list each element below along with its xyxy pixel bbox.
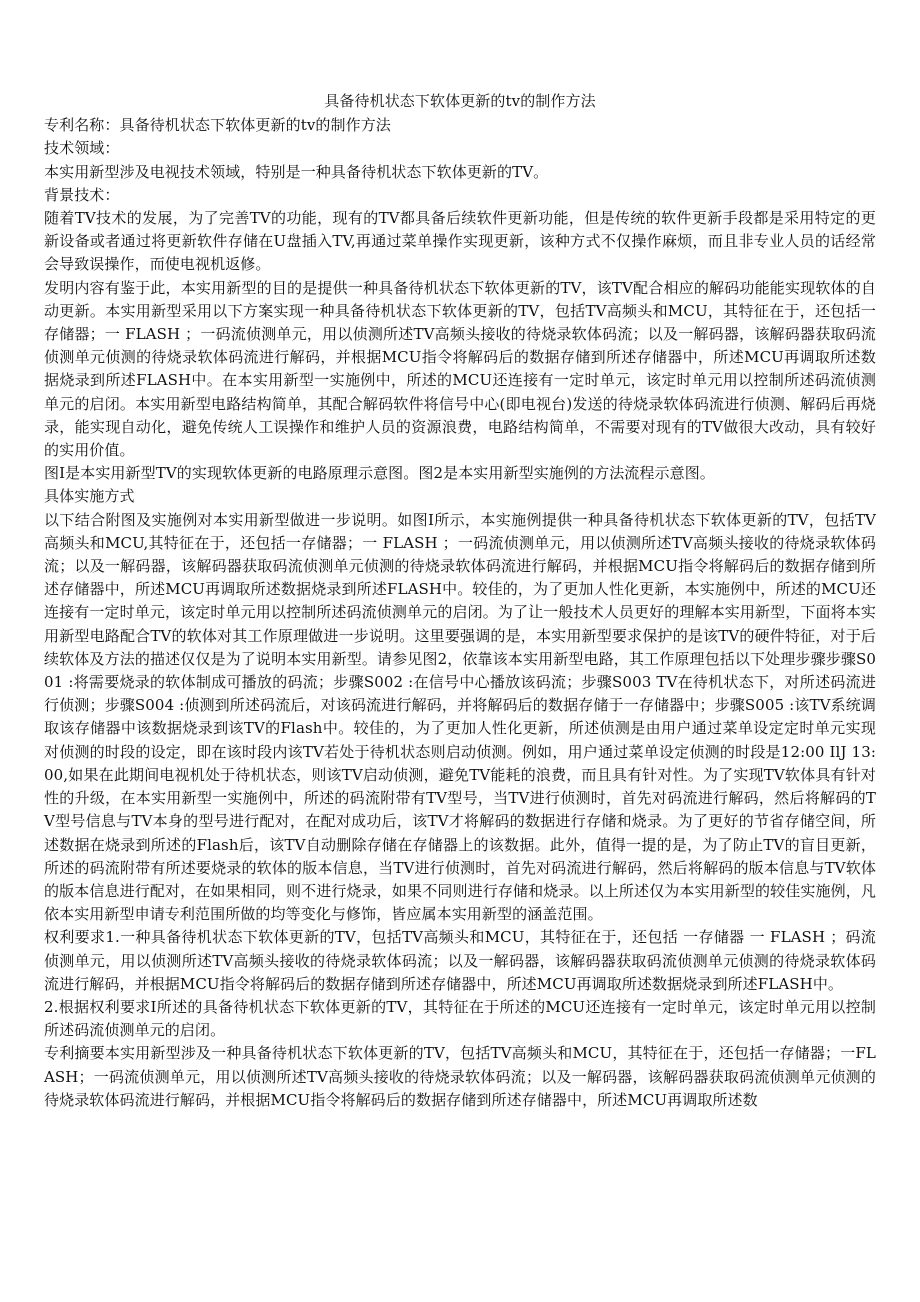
embodiment-heading: 具体实施方式 [44,487,135,506]
invention-content-paragraph: 发明内容有鉴于此，本实用新型的目的是提供一种具备待机状态下软体更新的TV，该TV配合相应的解码功能能实现软体的自动更新。本实用新型采用以下方案实现一种具备待机状态下软体更新的TV，包括TV高频头和MCU，其特征在于，还包括一存储器；一 FLASH ；一码流侦测单元，用以侦测所述TV高频头接收的待烧录软体码流；以及一解码器，该解码器获取码流侦测单元侦测的待烧录软体码流进行解码，并根据MCU指令将解码后的数据存储到所述存储器中，所述MCU再调取所述数据烧录到所述FLASH中。在本实用新型一实施例中，所述的MCU还连接有一定时单元，该定时单元用以控制所述码流侦测单元的启闭。本实用新型电路结构简单，其配合解码软件将信号中心(即电视台)发送的待烧录软体码流进行侦测、解码后再烧录，能实现自动化，避免传统人工误操作和维护人员的资源浪费，电路结构简单，不需要对现有的TV做很大改动，具有较好的实用价值。 [44,278,876,460]
technical-field-heading: 技术领域： [44,139,120,158]
embodiment-paragraph: 以下结合附图及实施例对本实用新型做进一步说明。如图I所示，本实施例提供一种具备待机状态下软体更新的TV，包括TV高频头和MCU,其特征在于，还包括一存储器；一 FLASH ；一码流侦测单元，用以侦测所述TV高频头接收的待烧录软体码流；以及一解码器，该解码器获取码流侦测单元侦测的待烧录软体码流进行解码，并根据MCU指令将解码后的数据存储到所述存储器中，所述MCU再调取所述数据烧录到所述FLASH中。较佳的，为了更加人性化更新，本实施例中，所述的MCU还连接有一定时单元，该定时单元用以控制所述码流侦测单元的启闭。为了让一般技术人员更好的理解本实用新型，下面将本实用新型电路配合TV的软体对其工作原理做进一步说明。这里要强调的是，本实用新型要求保护的是该TV的硬件特征，对于后续软体及方法的描述仅仅是为了说明本实用新型。请参见图2，依靠该本实用新型电路，其工作原理包括以下处理步骤步骤S001 :将需要烧录的软体制成可播放的码流；步骤S002 :在信号中心播放该码流；步骤S003 TV在待机状态下，对所述码流进行侦测；步骤S004 :侦测到所述码流后，对该码流进行解码，并将解码后的数据存储于一存储器中；步骤S005 :该TV系统调取该存储器中该数据烧录到该TV的Flash中。较佳的，为了更加人性化更新，所述侦测是由用户通过菜单设定定时单元实现对侦测的时段的设定，即在该时段内该TV若处于待机状态则启动侦测。例如，用户通过菜单设定侦测的时段是12:00 IlJ 13:00,如果在此期间电视机处于待机状态，则该TV启动侦测，避免TV能耗的浪费，而且具有针对性。为了实现TV软体具有针对性的升级，在本实用新型一实施例中，所述的码流附带有TV型号，当TV进行侦测时，首先对码流进行解码，然后将解码的TV型号信息与TV本身的型号进行配对，在配对成功后，该TV才将解码的数据进行存储和烧录。为了更好的节省存储空间，所述数据在烧录到所述的Flash后，该TV自动删除存储在存储器上的该数据。此外，值得一提的是，为了防止TV的盲目更新，所述的码流附带有所述要烧录的软体的版本信息，当TV进行侦测时，首先对码流进行解码，然后将解码的版本信息与TV软体的版本信息进行配对，在如果相同，则不进行烧录，如果不同则进行存储和烧录。以上所述仅为本实用新型的较佳实施例，凡依本实用新型申请专利范围所做的均等变化与修饰，皆应属本实用新型的涵盖范围。 [44,510,876,924]
figure-description-paragraph: 图I是本实用新型TV的实现软体更新的电路原理示意图。图2是本实用新型实施例的方法流程示意图。 [44,464,715,483]
patent-name-line: 专利名称：具备待机状态下软体更新的tv的制作方法 [44,116,391,135]
technical-field-paragraph: 本实用新型涉及电视技术领域，特别是一种具备待机状态下软体更新的TV。 [44,162,549,181]
claim-2-paragraph: 2.根据权利要求I所述的具备待机状态下软体更新的TV，其特征在于所述的MCU还连接有一定时单元，该定时单元用以控制所述码流侦测单元的启闭。 [44,997,876,1040]
background-paragraph: 随着TV技术的发展，为了完善TV的功能，现有的TV都具备后续软件更新功能，但是传统的软件更新手段都是采用特定的更新设备或者通过将更新软件存储在U盘插入TV,再通过菜单操作实现更新，该种方式不仅操作麻烦，而且非专业人员的话经常会导致误操作，而使电视机返修。 [44,209,876,274]
document-title: 具备待机状态下软体更新的tv的制作方法 [324,92,596,110]
abstract-paragraph: 专利摘要本实用新型涉及一种具备待机状态下软体更新的TV，包括TV高频头和MCU，其特征在于，还包括一存储器；一FLASH；一码流侦测单元，用以侦测所述TV高频头接收的待烧录软体码流；以及一解码器，该解码器获取码流侦测单元侦测的待烧录软体码流进行解码，并根据MCU指令将解码后的数据存储到所述存储器中，所述MCU再调取所述数 [44,1044,876,1109]
claim-1-paragraph: 权利要求1.一种具备待机状态下软体更新的TV，包括TV高频头和MCU，其特征在于，还包括 一存储器 一 FLASH ；码流侦测单元，用以侦测所述TV高频头接收的待烧录软体码流；以及一解码器，该解码器获取码流侦测单元侦测的待烧录软体码流进行解码，并根据MCU指令将解码后的数据存储到所述存储器中，所述MCU再调取所述数据烧录到所述FLASH中。 [44,928,876,993]
background-heading: 背景技术： [44,185,120,204]
